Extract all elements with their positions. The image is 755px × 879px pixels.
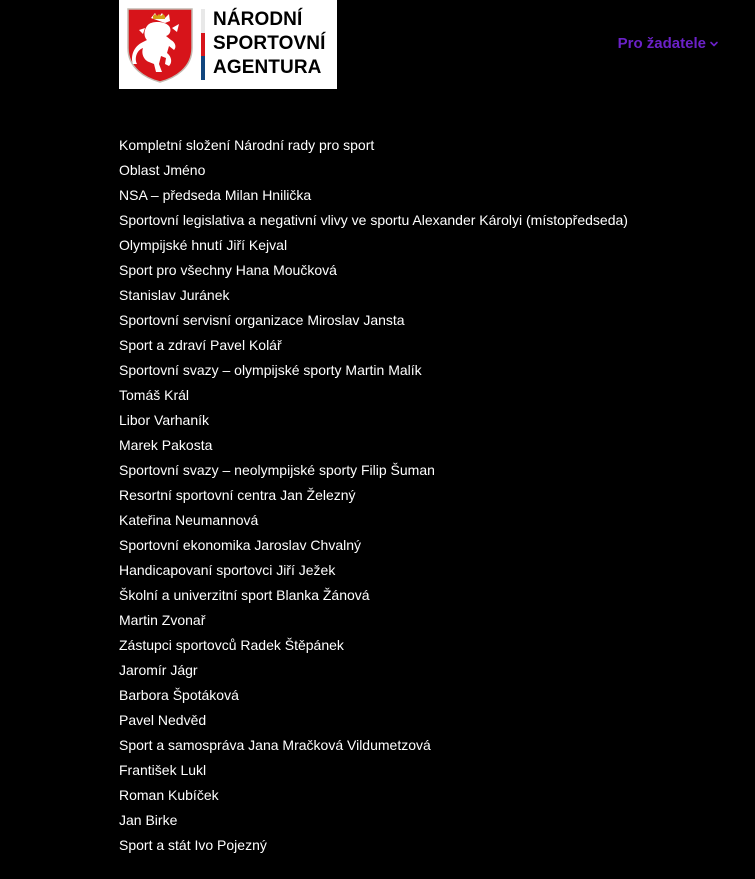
section-heading: Kompletní složení Národní rady pro sport xyxy=(119,137,375,153)
flag-stripe-divider xyxy=(201,9,205,80)
list-item: Sportovní ekonomika Jaroslav Chvalný xyxy=(119,537,362,553)
list-item: Olympijské hnutí Jiří Kejval xyxy=(119,237,288,253)
site-logo[interactable] xyxy=(119,0,337,89)
list-item: Sportovní svazy – olympijské sporty Martin Malík xyxy=(119,362,422,378)
list-item: Handicapovaní sportovci Jiří Ježek xyxy=(119,562,336,578)
logo-wordmark xyxy=(213,8,325,80)
list-item: Martin Zvonař xyxy=(119,612,206,628)
list-item: Školní a univerzitní sport Blanka Žánová xyxy=(119,587,370,603)
chevron-down-icon xyxy=(709,39,719,49)
nav-menu-label: Pro žadatele xyxy=(617,35,706,52)
logo-line-3: AGENTURA xyxy=(213,57,322,78)
list-item: Sport a zdraví Pavel Kolář xyxy=(119,337,282,353)
list-item: Resortní sportovní centra Jan Železný xyxy=(119,487,356,503)
list-item: Barbora Špotáková xyxy=(119,687,239,703)
list-item: Jaromír Jágr xyxy=(119,662,198,678)
flag-stripe-white xyxy=(201,9,205,33)
list-item: František Lukl xyxy=(119,762,207,778)
national-sport-council-list xyxy=(119,133,745,858)
list-item: Sport a stát Ivo Pojezný xyxy=(119,837,267,853)
czech-lion-emblem-icon xyxy=(125,6,195,84)
list-item: Sport a samospráva Jana Mračková Vildumetzová xyxy=(119,737,431,753)
flag-stripe-blue xyxy=(201,56,205,80)
list-item: NSA – předseda Milan Hnilička xyxy=(119,187,312,203)
list-item: Roman Kubíček xyxy=(119,787,219,803)
list-item: Oblast Jméno xyxy=(119,162,206,178)
logo-line-2: SPORTOVNÍ xyxy=(213,33,326,54)
list-item: Kateřina Neumannová xyxy=(119,512,259,528)
logo-line-1: NÁRODNÍ xyxy=(213,9,303,30)
flag-stripe-red xyxy=(201,33,205,57)
list-item: Sportovní servisní organizace Miroslav Jansta xyxy=(119,312,405,328)
list-item: Sportovní legislativa a negativní vlivy ve sportu Alexander Károlyi (místopředseda) xyxy=(119,212,628,228)
list-item: Libor Varhaník xyxy=(119,412,210,428)
list-item: Jan Birke xyxy=(119,812,178,828)
list-item: Sport pro všechny Hana Moučková xyxy=(119,262,337,278)
nav-menu-pro-zadatele[interactable] xyxy=(618,35,719,52)
list-item: Pavel Nedvěd xyxy=(119,712,207,728)
list-item: Sportovní svazy – neolympijské sporty Filip Šuman xyxy=(119,462,435,478)
list-item: Tomáš Král xyxy=(119,387,190,403)
list-item: Stanislav Juránek xyxy=(119,287,230,303)
list-item: Marek Pakosta xyxy=(119,437,213,453)
list-item: Zástupci sportovců Radek Štěpánek xyxy=(119,637,344,653)
